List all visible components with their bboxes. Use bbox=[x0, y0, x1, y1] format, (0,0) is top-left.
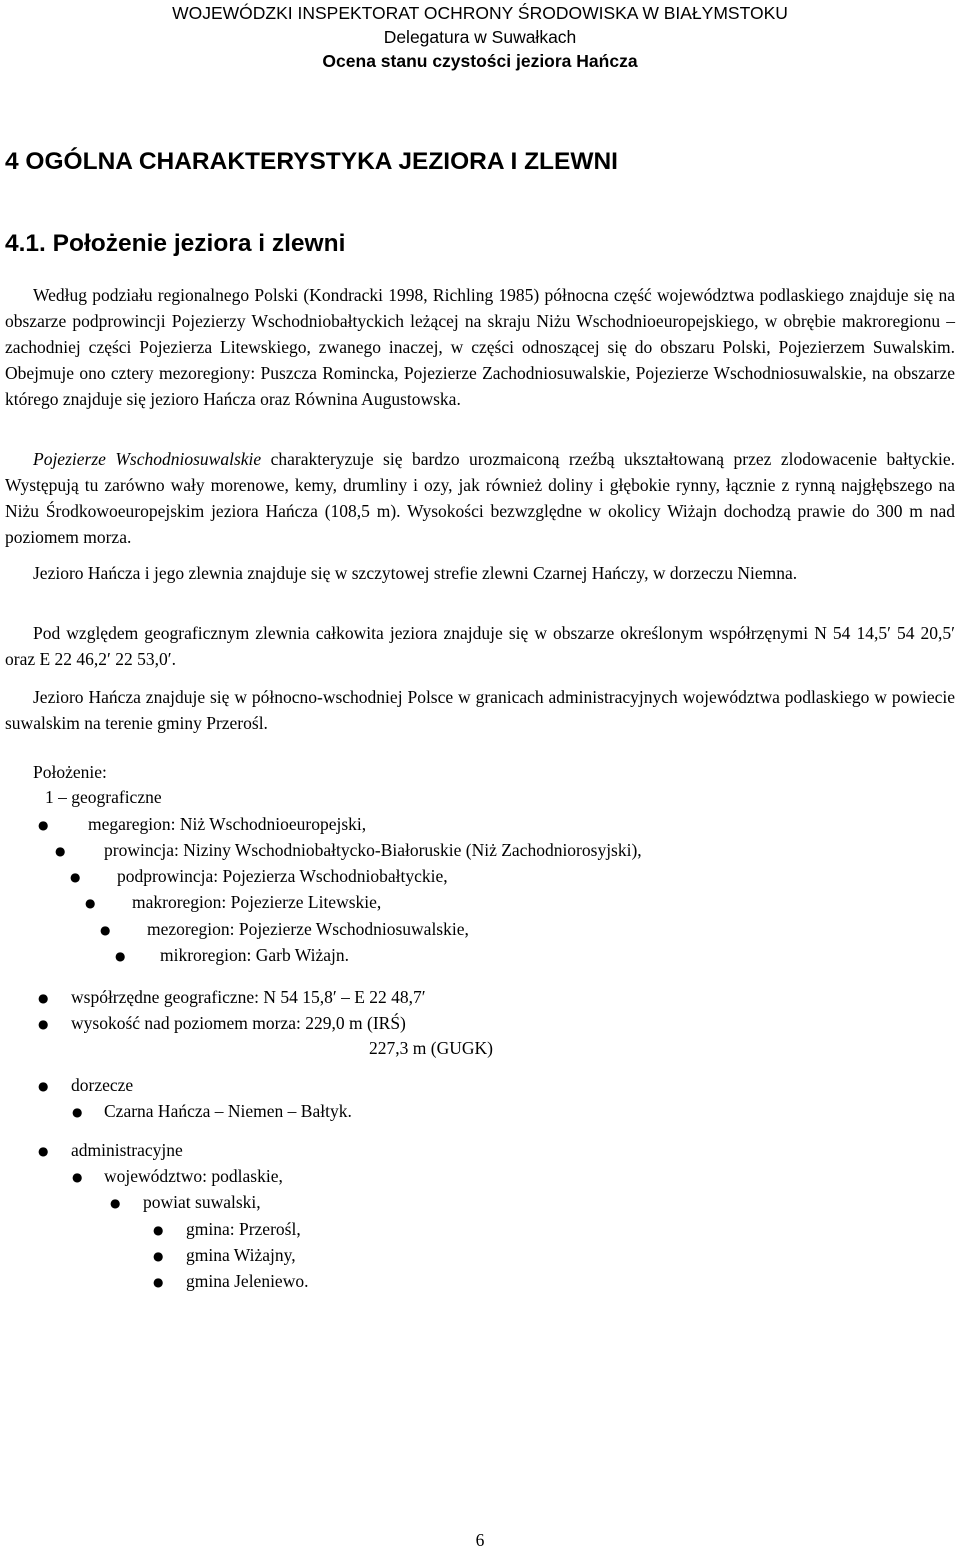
geo-item-megaregion: megaregion: Niż Wschodnioeuropejski, bbox=[88, 814, 367, 834]
paragraph-2-text: charakteryzuje się bardzo urozmaiconą rzeźbą ukształtowaną przez zlodowacenie bałtyckie. Występują tu zarówno wały morenowe, kemy, drumliny i ozy, jak również doliny i głębokie rynny, łącznie z rynną najgłębszego na Niżu Środkowoeuropejskim jeziora Hańcza (108,5 m). Wysokości bezwzględne w okolicy Wiżajn dochodzą prawie do 300 m nad poziomem morza. bbox=[5, 449, 955, 547]
bullet-icon: ● bbox=[38, 1079, 49, 1093]
paragraph-5 bbox=[5, 684, 955, 736]
bullet-icon: ● bbox=[110, 1196, 121, 1210]
bullet-icon: ● bbox=[55, 844, 66, 858]
paragraph-2 bbox=[5, 446, 955, 550]
admin-county: powiat suwalski, bbox=[143, 1192, 261, 1212]
geographic-heading: 1 – geograficzne bbox=[45, 787, 162, 807]
basin-heading: dorzecze bbox=[71, 1075, 134, 1095]
admin-heading: administracyjne bbox=[71, 1140, 183, 1160]
paragraph-2-emphasis: Pojezierze Wschodniosuwalskie bbox=[33, 449, 262, 469]
bullet-icon: ● bbox=[38, 1144, 49, 1158]
paragraph-4-text: Pod względem geograficznym zlewnia całkowita jeziora znajduje się w obszarze określonym współrzęnymi N 54 14,5′ 54 20,5′ oraz E 22 46,2′ 22 53,0′. bbox=[5, 623, 955, 669]
geo-item-mesoregion: mezoregion: Pojezierze Wschodniosuwalskie, bbox=[147, 919, 469, 939]
header-report-title: Ocena stanu czystości jeziora Hańcza bbox=[322, 51, 638, 71]
geo-item-subprovince: podprowincja: Pojezierza Wschodniobałtyckie, bbox=[117, 866, 448, 886]
bullet-icon: ● bbox=[153, 1275, 164, 1289]
chapter-title: 4 OGÓLNA CHARAKTERYSTYKA JEZIORA I ZLEWNI bbox=[5, 148, 618, 175]
bullet-icon: ● bbox=[38, 1017, 49, 1031]
header-branch: Delegatura w Suwałkach bbox=[383, 27, 577, 47]
geo-item-province: prowincja: Niziny Wschodniobałtycko-Białoruskie (Niż Zachodniorosyjski), bbox=[104, 840, 642, 860]
geo-item-macroregion: makroregion: Pojezierze Litewskie, bbox=[132, 892, 382, 912]
coordinates: współrzędne geograficzne: N 54 15,8′ – E 22 48,7′ bbox=[71, 987, 426, 1007]
paragraph-1 bbox=[5, 282, 955, 412]
header-institution: WOJEWÓDZKI INSPEKTORAT OCHRONY ŚRODOWISKA W BIAŁYMSTOKU bbox=[172, 3, 788, 23]
bullet-icon: ● bbox=[72, 1170, 83, 1184]
geo-item-microregion: mikroregion: Garb Wiżajn. bbox=[160, 945, 349, 965]
paragraph-3 bbox=[5, 560, 955, 586]
bullet-icon: ● bbox=[153, 1249, 164, 1263]
bullet-icon: ● bbox=[70, 870, 81, 884]
basin-item: Czarna Hańcza – Niemen – Bałtyk. bbox=[104, 1101, 352, 1121]
bullet-icon: ● bbox=[153, 1223, 164, 1237]
paragraph-1-text: Według podziału regionalnego Polski (Kondracki 1998, Richling 1985) północna część województwa podlaskiego znajduje się na obszarze podprowincji Pojezierzy Wschodniobałtyckich leżącej na skraju Niżu Wschodnioeuropejskiego, w obrębie makroregionu – zachodniej części Pojezierza Litewskiego, zwanego inaczej, w części odnoszącej się do obszaru Polski, Pojezierzem Suwalskim. Obejmuje ono cztery mezoregiony: Puszcza Romincka, Pojezierze Zachodniosuwalskie, Pojezierze Wschodniosuwalskie, na obszarze którego znajduje się jezioro Hańcza oraz Równina Augustowska. bbox=[5, 285, 955, 409]
altitude-gugk: 227,3 m (GUGK) bbox=[369, 1038, 493, 1058]
admin-commune-wizajny: gmina Wiżajny, bbox=[186, 1245, 296, 1265]
section-title: 4.1. Położenie jeziora i zlewni bbox=[5, 230, 346, 257]
admin-voivodeship: województwo: podlaskie, bbox=[104, 1166, 283, 1186]
bullet-icon: ● bbox=[72, 1105, 83, 1119]
paragraph-4 bbox=[5, 620, 955, 672]
paragraph-5-text: Jezioro Hańcza znajduje się w północno-wschodniej Polsce w granicach administracyjnych województwa podlaskiego w powiecie suwalskim na terenie gminy Przerośl. bbox=[5, 687, 955, 733]
altitude-irs: wysokość nad poziomem morza: 229,0 m (IRŚ) bbox=[71, 1013, 406, 1033]
bullet-icon: ● bbox=[38, 818, 49, 832]
admin-commune-jeleniewo: gmina Jeleniewo. bbox=[186, 1271, 309, 1291]
bullet-icon: ● bbox=[100, 923, 111, 937]
bullet-icon: ● bbox=[38, 991, 49, 1005]
bullet-icon: ● bbox=[115, 949, 126, 963]
page-number: 6 bbox=[475, 1530, 485, 1550]
bullet-icon: ● bbox=[85, 896, 96, 910]
location-heading: Położenie: bbox=[33, 762, 107, 782]
paragraph-3-text: Jezioro Hańcza i jego zlewnia znajduje się w szczytowej strefie zlewni Czarnej Hańczy, w dorzeczu Niemna. bbox=[33, 563, 798, 583]
admin-commune-przerosl: gmina: Przerośl, bbox=[186, 1219, 301, 1239]
